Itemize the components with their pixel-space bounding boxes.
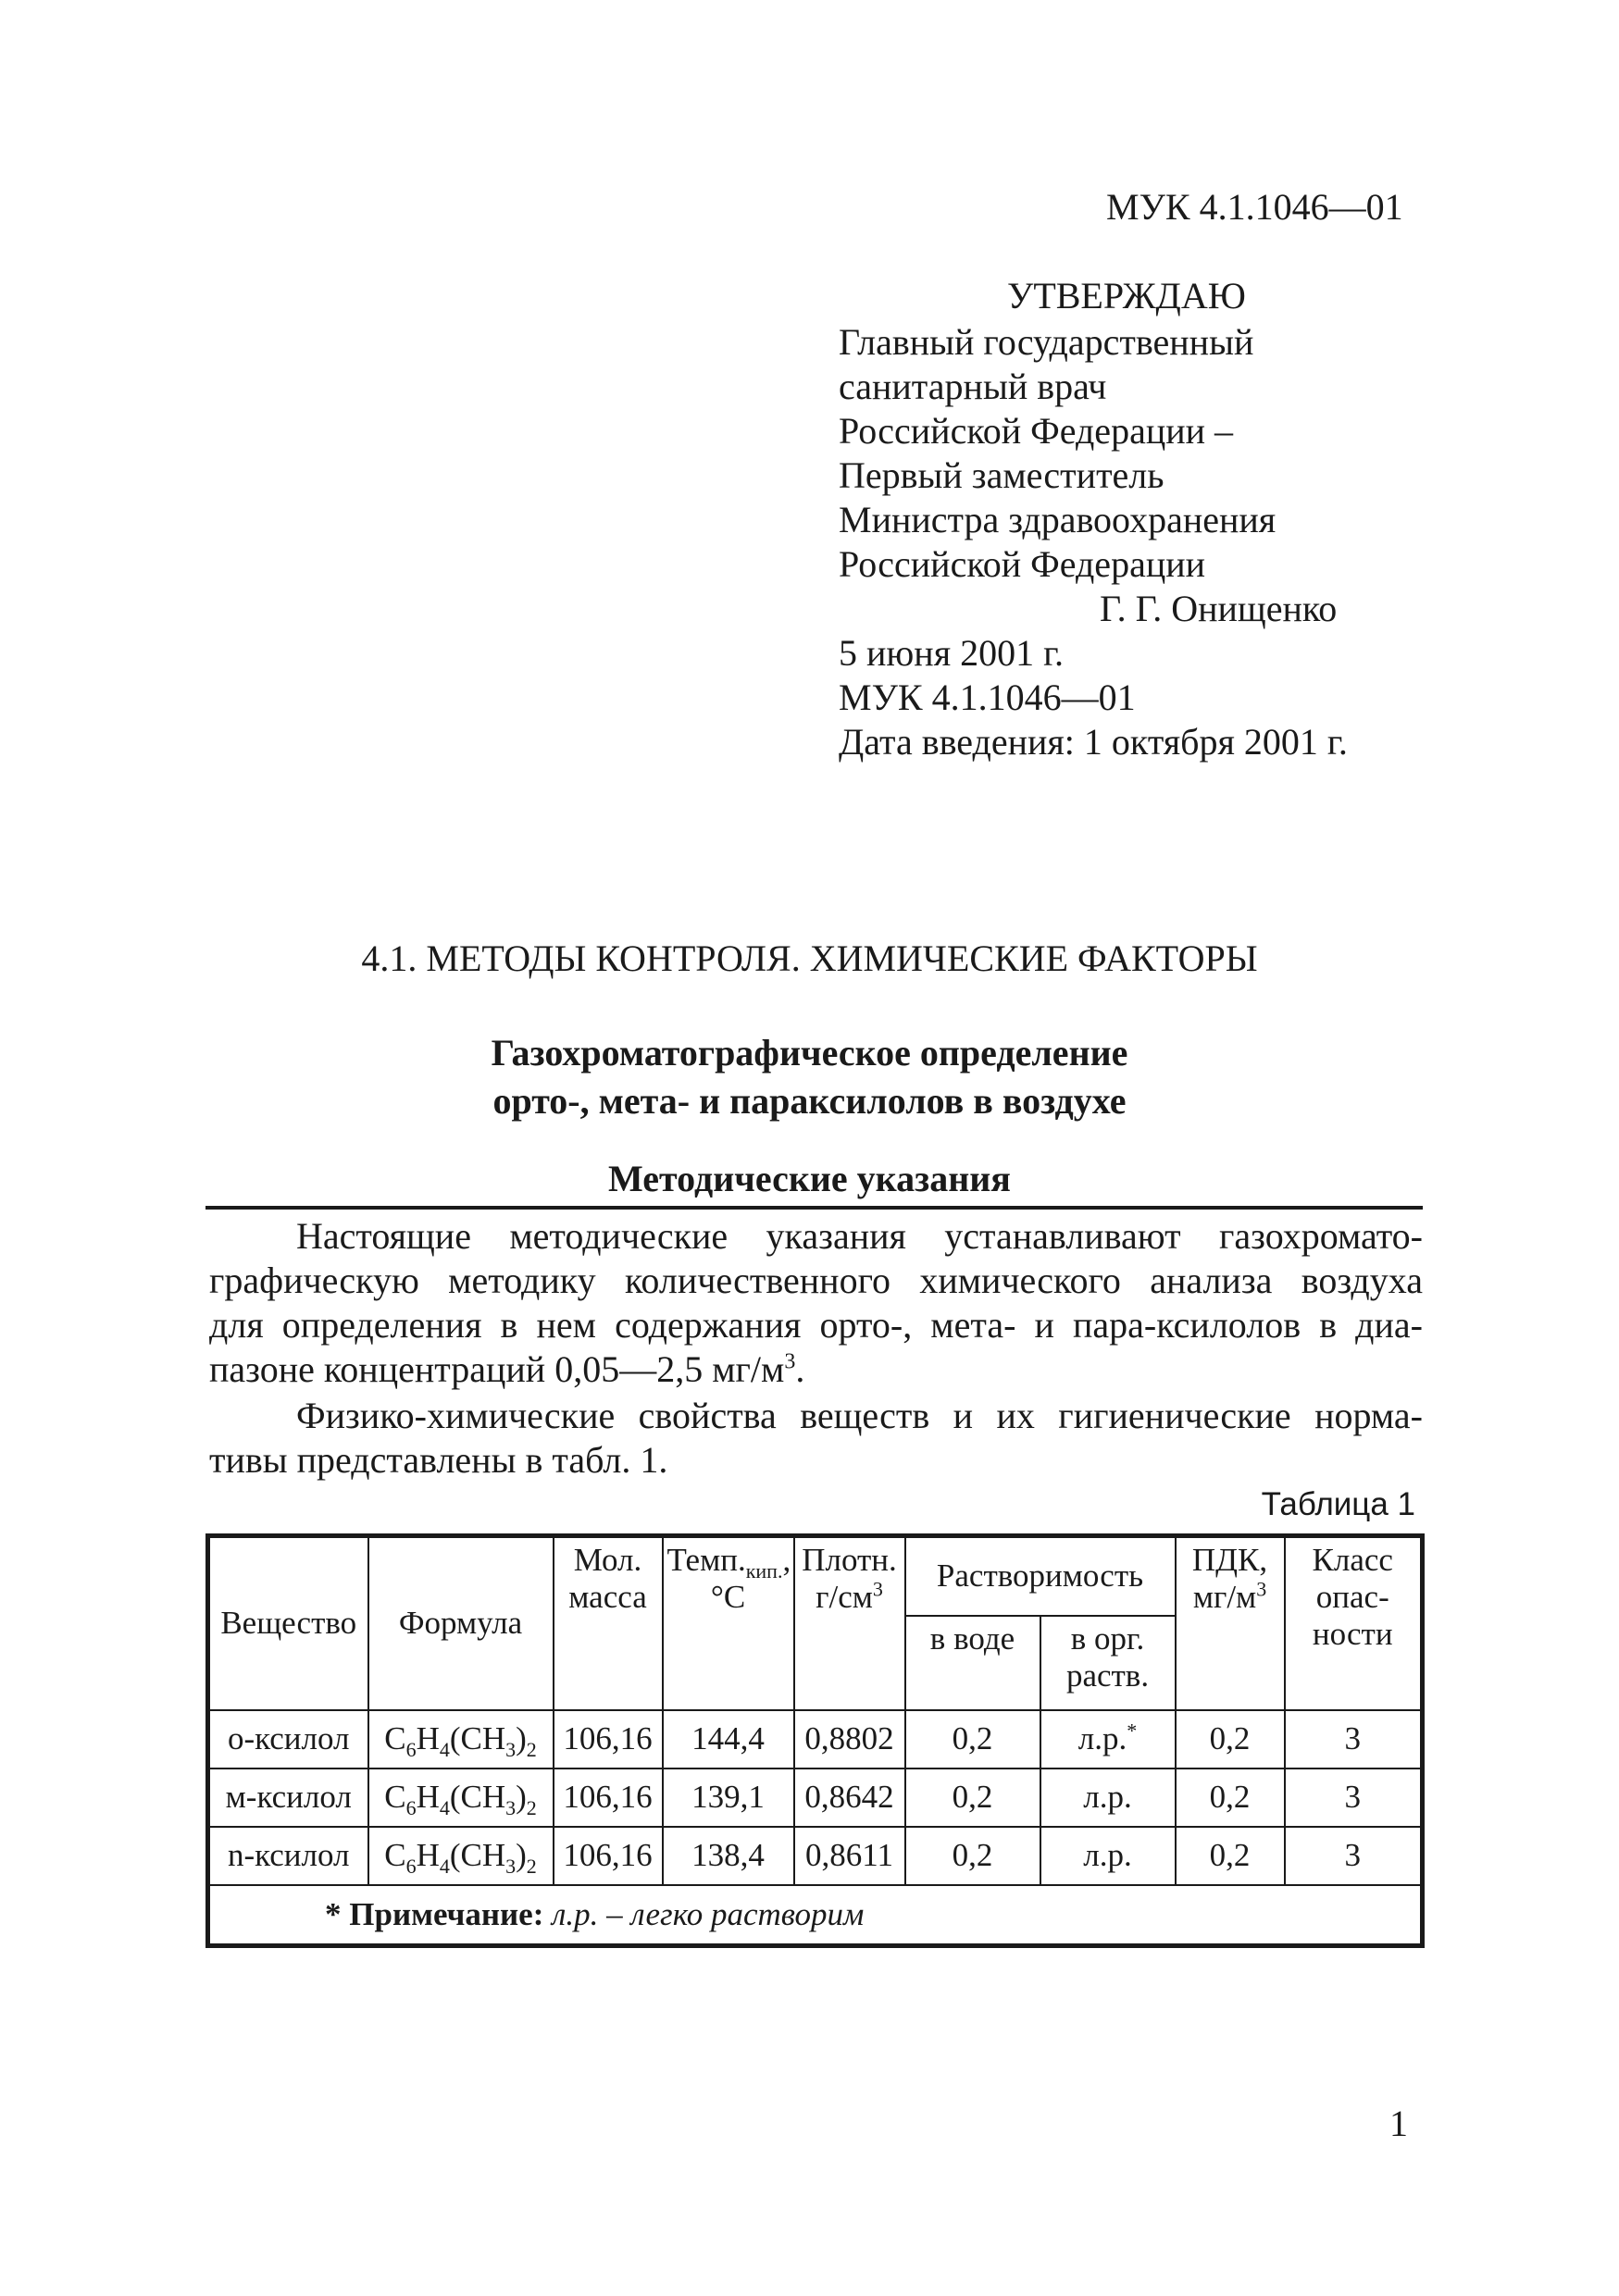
approval-line: Министра здравоохранения xyxy=(839,499,1277,540)
cell-pdk: 0,2 xyxy=(1176,1710,1285,1769)
document-code: МУК 4.1.1046—01 xyxy=(1106,186,1403,228)
cell-hazard-class: 3 xyxy=(1285,1710,1423,1769)
sentence-end: . xyxy=(795,1348,805,1390)
cell-substance: о-ксилол xyxy=(208,1710,368,1769)
paragraph-line: графическую методику количественного химического анализа воздуха xyxy=(209,1260,1423,1301)
paragraph-line: тивы представлены в табл. 1. xyxy=(209,1439,668,1481)
cell-formula: $C_6H_4(CH_3)_2$ xyxy=(368,1827,554,1885)
approval-line: Главный государственный xyxy=(839,321,1254,363)
header-hazard-class xyxy=(1285,1536,1423,1710)
header-formula: Формула xyxy=(368,1536,554,1710)
cell-density: 0,8802 xyxy=(794,1710,905,1769)
paragraph-line xyxy=(209,1347,1423,1392)
header-pdk xyxy=(1176,1536,1285,1710)
approval-doc-code: МУК 4.1.1046—01 xyxy=(839,676,1136,718)
header-pdk-line-1: ПДК, xyxy=(1191,1542,1268,1578)
paragraph-intro xyxy=(209,1214,1423,1392)
cell-substance: м-ксилол xyxy=(208,1769,368,1827)
cell-solubility-water: 0,2 xyxy=(905,1769,1040,1827)
table-header-row xyxy=(208,1536,1423,1616)
header-solubility: Растворимость xyxy=(905,1536,1176,1616)
cell-formula: $C_6H_4(CH_3)_2$ xyxy=(368,1769,554,1827)
header-pdk-unit xyxy=(1180,1579,1280,1616)
header-solubility-water: в воде xyxy=(905,1616,1040,1710)
approval-line: санитарный врач xyxy=(839,366,1107,407)
cell-solubility-water: 0,2 xyxy=(905,1827,1040,1885)
cell-solubility-organic: л.р. xyxy=(1040,1827,1176,1885)
header-mol-mass xyxy=(554,1536,663,1710)
cell-pdk: 0,2 xyxy=(1176,1769,1285,1827)
properties-table xyxy=(205,1533,1425,1948)
density-unit-superscript: 3 xyxy=(872,1577,883,1601)
cell-boiling-temp: 144,4 xyxy=(663,1710,794,1769)
cell-solubility-water: 0,2 xyxy=(905,1710,1040,1769)
header-boiling-temp-line-1 xyxy=(666,1542,791,1582)
cell-hazard-class: 3 xyxy=(1285,1769,1423,1827)
cell-solubility-organic xyxy=(1040,1710,1176,1769)
table-row xyxy=(208,1827,1423,1885)
pdk-unit-superscript: 3 xyxy=(1256,1577,1267,1601)
density-unit-text: г/см xyxy=(816,1579,873,1615)
unit-superscript: 3 xyxy=(784,1349,796,1374)
cell-hazard-class: 3 xyxy=(1285,1827,1423,1885)
approval-line: Российской Федерации – xyxy=(839,410,1234,452)
approval-line: Первый заместитель xyxy=(839,454,1164,496)
section-heading: 4.1. МЕТОДЫ КОНТРОЛЯ. ХИМИЧЕСКИЕ ФАКТОРЫ xyxy=(361,937,1258,979)
introduction-date: Дата введения: 1 октября 2001 г. xyxy=(839,721,1348,763)
cell-pdk: 0,2 xyxy=(1176,1827,1285,1885)
cell-density: 0,8611 xyxy=(794,1827,905,1885)
header-solubility-organic-line-2: раств. xyxy=(1065,1657,1150,1694)
footnote-marker: * xyxy=(1127,1719,1138,1743)
approval-signer: Г. Г. Онищенко xyxy=(1100,588,1338,629)
header-substance: Вещество xyxy=(208,1536,368,1710)
document-title-line-2: орто-, мета- и параксилолов в воздухе xyxy=(492,1080,1127,1122)
temp-label: Темп. xyxy=(666,1542,746,1578)
header-density xyxy=(794,1536,905,1710)
header-density-unit xyxy=(799,1579,901,1616)
title-divider xyxy=(205,1206,1423,1210)
temp-comma: , xyxy=(782,1542,791,1578)
approval-block xyxy=(839,320,1348,764)
header-hazard-class-line-1: Класс xyxy=(1312,1542,1393,1578)
concentration-range-text: пазоне концентраций 0,05—2,5 мг/м xyxy=(209,1348,785,1390)
table-row xyxy=(208,1769,1423,1827)
cell-solubility-organic: л.р. xyxy=(1040,1769,1176,1827)
cell-formula: $C_6H_4(CH_3)_2$ xyxy=(368,1710,554,1769)
document-title xyxy=(0,1029,1619,1125)
header-boiling-temp xyxy=(663,1536,794,1710)
cell-mol-mass: 106,16 xyxy=(554,1827,663,1885)
pdk-unit-text: мг/м xyxy=(1192,1579,1257,1615)
table-note-row xyxy=(208,1885,1423,1946)
paragraph-line: для определения в нем содержания орто-, мета- и пара-ксилолов в диа- xyxy=(209,1304,1423,1346)
cell-mol-mass: 106,16 xyxy=(554,1769,663,1827)
table-row xyxy=(208,1710,1423,1769)
cell-substance: n-ксилол xyxy=(208,1827,368,1885)
approval-line: Российской Федерации xyxy=(839,543,1206,585)
cell-density: 0,8642 xyxy=(794,1769,905,1827)
header-density-line-1: Плотн. xyxy=(802,1542,897,1578)
approval-title: УТВЕРЖДАЮ xyxy=(1007,275,1246,316)
approval-date: 5 июня 2001 г. xyxy=(839,632,1064,674)
temp-subscript: кип. xyxy=(745,1559,783,1582)
header-mol-mass-line-2: масса xyxy=(568,1579,647,1615)
table-caption: Таблица 1 xyxy=(1261,1486,1415,1522)
table-note xyxy=(208,1885,1423,1946)
cell-mol-mass: 106,16 xyxy=(554,1710,663,1769)
header-solubility-organic-line-1: в орг. xyxy=(1070,1620,1145,1657)
header-mol-mass-line-1: Мол. xyxy=(573,1542,642,1578)
note-text: л.р. – легко растворим xyxy=(552,1895,865,1932)
page-number: 1 xyxy=(1389,2103,1408,2144)
paragraph-line: Настоящие методические указания устанавливают газохромато- xyxy=(296,1215,1423,1257)
header-hazard-class-line-3: ности xyxy=(1312,1616,1393,1652)
note-label: * Примечание: xyxy=(325,1895,544,1932)
cell-boiling-temp: 138,4 xyxy=(663,1827,794,1885)
cell-boiling-temp: 139,1 xyxy=(663,1769,794,1827)
header-hazard-class-line-2: опас- xyxy=(1315,1579,1389,1615)
header-solubility-organic xyxy=(1040,1616,1176,1710)
paragraph-line: Физико-химические свойства веществ и их гигиенические норма- xyxy=(296,1395,1423,1436)
document-title-line-1: Газохроматографическое определение xyxy=(491,1032,1128,1074)
paragraph-properties xyxy=(209,1394,1423,1483)
document-subtitle: Методические указания xyxy=(608,1158,1011,1199)
header-boiling-temp-unit: °С xyxy=(710,1579,746,1615)
cell-solubility-organic-text: л.р. xyxy=(1077,1720,1127,1756)
